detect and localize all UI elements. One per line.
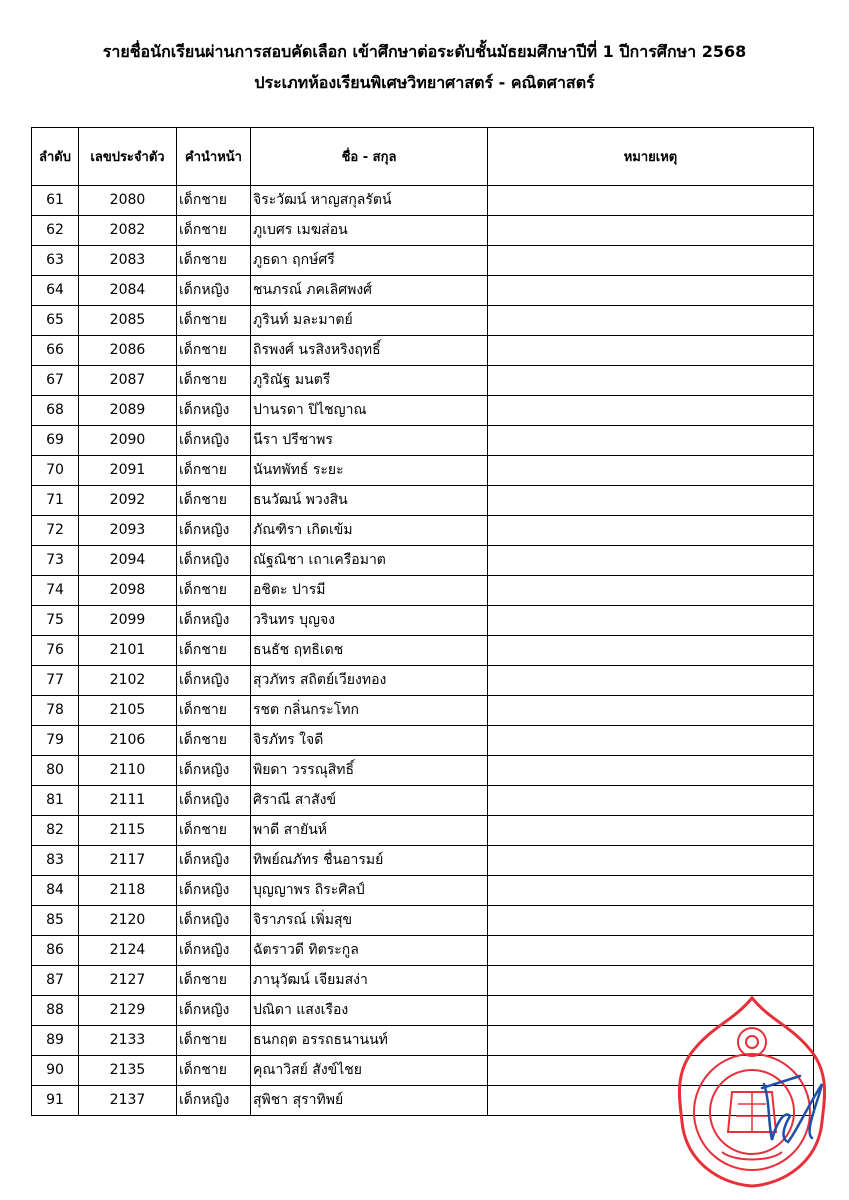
- student-name: ภูธดา ฤกษ์ศรี: [251, 246, 488, 276]
- name-prefix: เด็กชาย: [177, 486, 251, 516]
- table-row: [32, 576, 814, 606]
- student-id: 2129: [79, 996, 177, 1026]
- student-id: 2127: [79, 966, 177, 996]
- student-id: 2106: [79, 726, 177, 756]
- student-name: ณัฐณิชา เถาเครือมาต: [251, 546, 488, 576]
- name-prefix: เด็กชาย: [177, 816, 251, 846]
- remark: [488, 726, 814, 756]
- row-number: 71: [32, 486, 79, 516]
- table-row: [32, 876, 814, 906]
- remark: [488, 516, 814, 546]
- table-row: [32, 726, 814, 756]
- student-name: นีรา ปรีชาพร: [251, 426, 488, 456]
- name-prefix: เด็กชาย: [177, 636, 251, 666]
- row-number: 68: [32, 396, 79, 426]
- student-name: ธนกฤต อรรถธนานนท์: [251, 1026, 488, 1056]
- name-prefix: เด็กหญิง: [177, 936, 251, 966]
- name-prefix: เด็กหญิง: [177, 426, 251, 456]
- row-number: 70: [32, 456, 79, 486]
- row-number: 75: [32, 606, 79, 636]
- student-id: 2105: [79, 696, 177, 726]
- student-name: ฉัตราวดี ทิตระกูล: [251, 936, 488, 966]
- student-name: ปานรดา ปิไชญาณ: [251, 396, 488, 426]
- row-number: 73: [32, 546, 79, 576]
- student-id: 2087: [79, 366, 177, 396]
- table-row: [32, 696, 814, 726]
- student-name: อชิตะ ปารมี: [251, 576, 488, 606]
- table-row: [32, 966, 814, 996]
- table-row: [32, 396, 814, 426]
- column-header-note: หมายเหตุ: [488, 128, 814, 186]
- table-row: [32, 336, 814, 366]
- student-name: ศิราณี สาสังข์: [251, 786, 488, 816]
- student-name: สุวภัทร สถิตย์เวียงทอง: [251, 666, 488, 696]
- remark: [488, 816, 814, 846]
- name-prefix: เด็กหญิง: [177, 756, 251, 786]
- row-number: 65: [32, 306, 79, 336]
- table-header-row: [32, 128, 814, 186]
- student-id: 2133: [79, 1026, 177, 1056]
- table-row: [32, 306, 814, 336]
- name-prefix: เด็กชาย: [177, 306, 251, 336]
- table-row: [32, 516, 814, 546]
- row-number: 79: [32, 726, 79, 756]
- student-id: 2110: [79, 756, 177, 786]
- remark: [488, 756, 814, 786]
- student-id: 2098: [79, 576, 177, 606]
- student-name: พิยดา วรรณุสิทธิ์: [251, 756, 488, 786]
- student-id: 2089: [79, 396, 177, 426]
- name-prefix: เด็กชาย: [177, 246, 251, 276]
- student-name: ภูรินท์ มละมาตย์: [251, 306, 488, 336]
- name-prefix: เด็กหญิง: [177, 876, 251, 906]
- name-prefix: เด็กหญิง: [177, 396, 251, 426]
- name-prefix: เด็กชาย: [177, 1026, 251, 1056]
- remark: [488, 906, 814, 936]
- name-prefix: เด็กชาย: [177, 696, 251, 726]
- remark: [488, 306, 814, 336]
- remark: [488, 396, 814, 426]
- row-number: 86: [32, 936, 79, 966]
- student-name: ภูริณัฐ มนตรี: [251, 366, 488, 396]
- row-number: 80: [32, 756, 79, 786]
- name-prefix: เด็กชาย: [177, 216, 251, 246]
- student-name: ปณิดา แสงเรือง: [251, 996, 488, 1026]
- remark: [488, 966, 814, 996]
- table-row: [32, 756, 814, 786]
- name-prefix: เด็กชาย: [177, 366, 251, 396]
- row-number: 74: [32, 576, 79, 606]
- remark: [488, 846, 814, 876]
- student-id: 2102: [79, 666, 177, 696]
- student-id: 2120: [79, 906, 177, 936]
- student-name: จิรภัทร ใจดี: [251, 726, 488, 756]
- student-id: 2135: [79, 1056, 177, 1086]
- remark: [488, 216, 814, 246]
- name-prefix: เด็กชาย: [177, 576, 251, 606]
- student-id: 2086: [79, 336, 177, 366]
- remark: [488, 876, 814, 906]
- row-number: 72: [32, 516, 79, 546]
- table-row: [32, 606, 814, 636]
- student-name: ชนภรณ์ ภคเลิศพงศ์: [251, 276, 488, 306]
- row-number: 69: [32, 426, 79, 456]
- name-prefix: เด็กหญิง: [177, 786, 251, 816]
- student-id: 2085: [79, 306, 177, 336]
- student-name: จิระวัฒน์ หาญสกุลรัตน์: [251, 186, 488, 216]
- name-prefix: เด็กหญิง: [177, 906, 251, 936]
- table-row: [32, 486, 814, 516]
- student-name: พาดี สายันห์: [251, 816, 488, 846]
- remark: [488, 606, 814, 636]
- name-prefix: เด็กชาย: [177, 336, 251, 366]
- table-row: [32, 366, 814, 396]
- student-id: 2092: [79, 486, 177, 516]
- signature-icon: [762, 1076, 822, 1142]
- seal-icon: [679, 998, 824, 1186]
- remark: [488, 246, 814, 276]
- row-number: 61: [32, 186, 79, 216]
- table-row: [32, 216, 814, 246]
- name-prefix: เด็กหญิง: [177, 516, 251, 546]
- row-number: 88: [32, 996, 79, 1026]
- name-prefix: เด็กชาย: [177, 186, 251, 216]
- table-row: [32, 456, 814, 486]
- remark: [488, 666, 814, 696]
- remark: [488, 546, 814, 576]
- remark: [488, 186, 814, 216]
- student-id: 2080: [79, 186, 177, 216]
- student-name: ถิรพงศ์ นรสิงหริงฤทธิ์: [251, 336, 488, 366]
- name-prefix: เด็กหญิง: [177, 996, 251, 1026]
- student-id: 2094: [79, 546, 177, 576]
- column-header-no: ลำดับ: [32, 128, 79, 186]
- column-header-prefix: คำนำหน้า: [177, 128, 251, 186]
- row-number: 66: [32, 336, 79, 366]
- name-prefix: เด็กชาย: [177, 726, 251, 756]
- student-id: 2101: [79, 636, 177, 666]
- student-name: บุญญาพร ถิระศิลป์: [251, 876, 488, 906]
- student-name: ภูเบศร เมฆส่อน: [251, 216, 488, 246]
- row-number: 85: [32, 906, 79, 936]
- row-number: 91: [32, 1086, 79, 1116]
- table-row: [32, 936, 814, 966]
- student-name: ภัณฑิรา เกิดเข้ม: [251, 516, 488, 546]
- row-number: 63: [32, 246, 79, 276]
- student-id: 2124: [79, 936, 177, 966]
- table-row: [32, 666, 814, 696]
- row-number: 82: [32, 816, 79, 846]
- name-prefix: เด็กชาย: [177, 456, 251, 486]
- student-name: สุพิชา สุราทิพย์: [251, 1086, 488, 1116]
- student-id: 2082: [79, 216, 177, 246]
- row-number: 81: [32, 786, 79, 816]
- name-prefix: เด็กหญิง: [177, 846, 251, 876]
- student-id: 2084: [79, 276, 177, 306]
- student-id: 2118: [79, 876, 177, 906]
- student-name: นันทพัทธ์ ระยะ: [251, 456, 488, 486]
- name-prefix: เด็กชาย: [177, 1056, 251, 1086]
- row-number: 77: [32, 666, 79, 696]
- student-id: 2083: [79, 246, 177, 276]
- row-number: 78: [32, 696, 79, 726]
- row-number: 67: [32, 366, 79, 396]
- row-number: 83: [32, 846, 79, 876]
- remark: [488, 576, 814, 606]
- table-row: [32, 246, 814, 276]
- name-prefix: เด็กหญิง: [177, 606, 251, 636]
- student-name: วรินทร บุญจง: [251, 606, 488, 636]
- row-number: 64: [32, 276, 79, 306]
- name-prefix: เด็กหญิง: [177, 1086, 251, 1116]
- student-name: ธนวัฒน์ พวงสิน: [251, 486, 488, 516]
- name-prefix: เด็กหญิง: [177, 276, 251, 306]
- name-prefix: เด็กหญิง: [177, 546, 251, 576]
- table-row: [32, 546, 814, 576]
- row-number: 76: [32, 636, 79, 666]
- student-id: 2117: [79, 846, 177, 876]
- table-row: [32, 636, 814, 666]
- column-header-name: ชื่อ - สกุล: [251, 128, 488, 186]
- remark: [488, 486, 814, 516]
- student-id: 2091: [79, 456, 177, 486]
- remark: [488, 936, 814, 966]
- document-subtitle: ประเภทห้องเรียนพิเศษวิทยาศาสตร์ - คณิตศาสตร์: [254, 73, 595, 92]
- column-header-id: เลขประจำตัว: [79, 128, 177, 186]
- remark: [488, 456, 814, 486]
- student-id: 2099: [79, 606, 177, 636]
- student-id: 2137: [79, 1086, 177, 1116]
- student-id: 2093: [79, 516, 177, 546]
- row-number: 90: [32, 1056, 79, 1086]
- name-prefix: เด็กชาย: [177, 966, 251, 996]
- document-title: รายชื่อนักเรียนผ่านการสอบคัดเลือก เข้าศึกษาต่อระดับชั้นมัธยมศึกษาปีที่ 1 ปีการศึกษา 2568: [102, 42, 747, 61]
- student-list-table: [31, 127, 814, 1116]
- student-name: ภานุวัฒน์ เจียมสง่า: [251, 966, 488, 996]
- remark: [488, 696, 814, 726]
- row-number: 62: [32, 216, 79, 246]
- row-number: 84: [32, 876, 79, 906]
- student-name: รชต กลิ่นกระโทก: [251, 696, 488, 726]
- table-row: [32, 816, 814, 846]
- remark: [488, 636, 814, 666]
- table-row: [32, 186, 814, 216]
- student-id: 2090: [79, 426, 177, 456]
- table-row: [32, 906, 814, 936]
- student-name: ทิพย์ณภัทร ชื่นอารมย์: [251, 846, 488, 876]
- remark: [488, 276, 814, 306]
- student-name: จิราภรณ์ เพิ่มสุข: [251, 906, 488, 936]
- remark: [488, 786, 814, 816]
- remark: [488, 426, 814, 456]
- student-name: ธนธัช ฤทธิเดช: [251, 636, 488, 666]
- student-id: 2115: [79, 816, 177, 846]
- school-seal-stamp: [672, 992, 832, 1192]
- table-row: [32, 786, 814, 816]
- row-number: 89: [32, 1026, 79, 1056]
- remark: [488, 366, 814, 396]
- student-id: 2111: [79, 786, 177, 816]
- name-prefix: เด็กหญิง: [177, 666, 251, 696]
- row-number: 87: [32, 966, 79, 996]
- remark: [488, 336, 814, 366]
- table-row: [32, 426, 814, 456]
- table-row: [32, 276, 814, 306]
- student-name: คุณาวิสย์ สังข์ไชย: [251, 1056, 488, 1086]
- table-row: [32, 846, 814, 876]
